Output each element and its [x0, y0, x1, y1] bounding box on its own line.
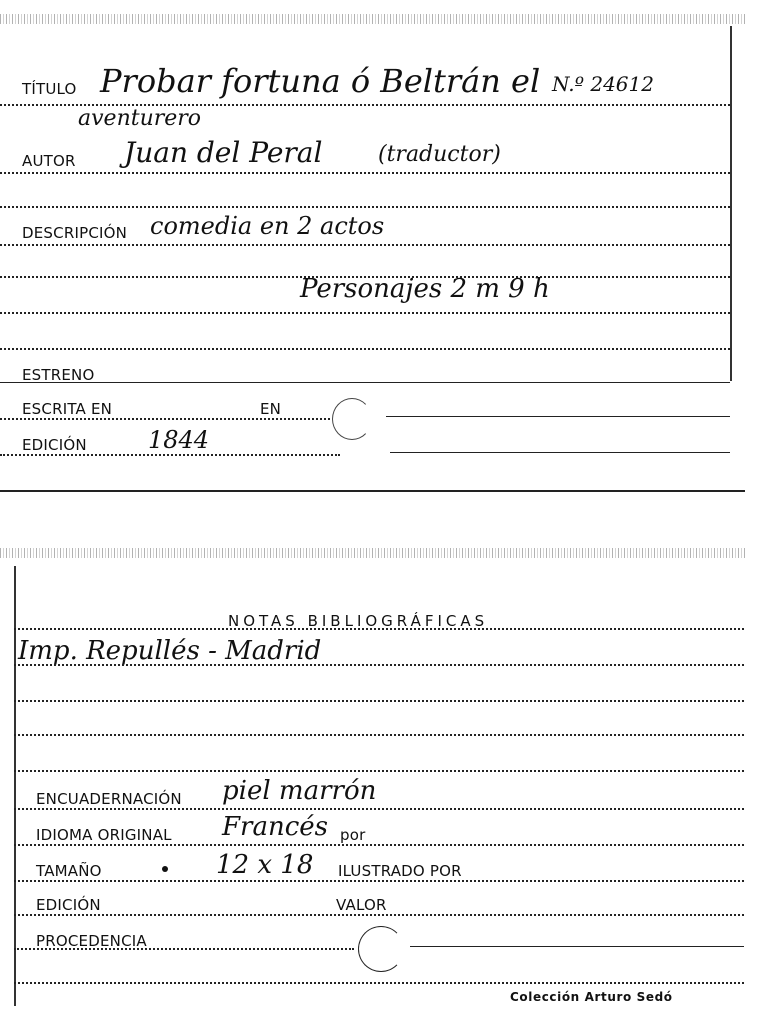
- tamano-line: [14, 880, 744, 882]
- blank-line-1: [0, 206, 730, 208]
- encuadernacion-value: piel marrón: [222, 776, 377, 806]
- encuadernacion-label: ENCUADERNACIÓN: [36, 790, 182, 808]
- edicion-line-right: [390, 452, 730, 453]
- card-top-right-border: [730, 26, 732, 381]
- numero-value: N.º 24612: [552, 72, 654, 96]
- ilustrado-label: ILUSTRADO POR: [338, 862, 462, 880]
- idioma-label: IDIOMA ORIGINAL: [36, 826, 172, 844]
- titulo-label: TÍTULO: [22, 80, 77, 98]
- procedencia-blank: [14, 982, 744, 984]
- card-top-edge: [0, 14, 745, 24]
- idioma-value: Francés: [222, 812, 329, 842]
- autor-value: Juan del Peral: [124, 136, 323, 169]
- ink-circle-mark-2: [358, 926, 404, 972]
- edicion-value: 1844: [148, 426, 210, 454]
- descripcion-line: [0, 244, 730, 246]
- procedencia-line-right: [410, 946, 744, 947]
- notas-blank-1: [14, 664, 744, 666]
- bullet-mark: [162, 866, 168, 872]
- notas-value: Imp. Repullés - Madrid: [18, 636, 322, 666]
- ink-circle-mark: [332, 398, 372, 440]
- autor-line: [0, 172, 730, 174]
- notas-blank-4: [14, 770, 744, 772]
- notas-heading: NOTAS BIBLIOGRÁFICAS: [228, 612, 489, 630]
- descripcion-value: comedia en 2 actos: [150, 212, 385, 240]
- edicion2-label: EDICIÓN: [36, 896, 101, 914]
- personajes-value: Personajes 2 m 9 h: [300, 274, 550, 304]
- escrita-line-right: [386, 416, 730, 417]
- estreno-line: [0, 382, 730, 383]
- coleccion-stamp: Colección Arturo Sedó: [510, 990, 673, 1004]
- titulo-value-line2: aventurero: [78, 106, 202, 131]
- notas-line: [14, 628, 744, 630]
- encuadernacion-line: [14, 808, 744, 810]
- idioma-line: [14, 844, 744, 846]
- autor-note: (traductor): [378, 142, 501, 167]
- card-top-bottom-edge: [0, 490, 745, 492]
- card-bottom-left-border: [14, 566, 16, 1006]
- notas-blank-3: [14, 734, 744, 736]
- escrita-en-label: ESCRITA EN: [22, 400, 113, 418]
- en-label: EN: [260, 400, 282, 418]
- notas-blank-2: [14, 700, 744, 702]
- escrita-line-left: [0, 418, 330, 420]
- card-bottom-edge: [0, 548, 745, 558]
- tamano-value: 12 x 18: [216, 850, 314, 880]
- procedencia-label: PROCEDENCIA: [36, 932, 147, 950]
- edicion2-line: [14, 914, 744, 916]
- edicion-line: [0, 454, 340, 456]
- autor-label: AUTOR: [22, 152, 76, 170]
- blank-line-4: [0, 348, 730, 350]
- edicion-label: EDICIÓN: [22, 436, 87, 454]
- tamano-label: TAMAÑO: [36, 862, 102, 880]
- valor-label: VALOR: [336, 896, 387, 914]
- procedencia-line: [14, 948, 354, 950]
- estreno-label: ESTRENO: [22, 366, 95, 384]
- blank-line-3: [0, 312, 730, 314]
- descripcion-label: DESCRIPCIÓN: [22, 224, 128, 242]
- por-label: por: [340, 826, 366, 844]
- titulo-value: Probar fortuna ó Beltrán el: [100, 62, 541, 100]
